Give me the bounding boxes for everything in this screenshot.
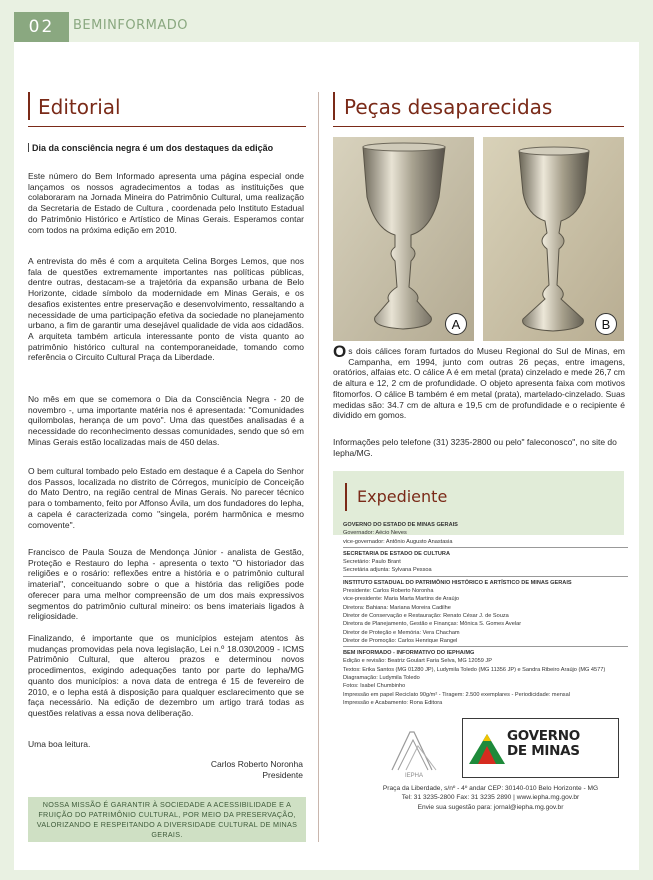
pecas-contact-info: Informações pelo telefone (31) 3235-2800 ou pelo" faleconosco", no site do Iepha/MG.: [333, 437, 617, 458]
chalice-a-photo: [333, 137, 474, 341]
drop-cap: O: [333, 342, 347, 361]
credits-line: Diretora de Planejamento, Gestão e Finanças: Mônica S. Gomes Avelar: [343, 621, 522, 628]
credits-line: Secretário: Paulo Brant: [343, 559, 401, 566]
publication-name: BEMINFORMADO: [73, 18, 189, 33]
iepha-logo: [388, 726, 440, 778]
chalice-a-image: [333, 137, 474, 341]
footer-address-block: [358, 784, 623, 812]
editorial-paragraph: A entrevista do mês é com a arquiteta Celina Borges Lemos, que nos fala de questões extremamente importantes nas políticas públicas, dentre outras, destacam-se a trajetória da expansão urbana de Belo Horizonte, cidade símbolo da modernidade em Minas Gerais, e os desafios existentes entre preservação e desenvolvimento, ressaltando a necessidade de uma participação efetiva da sociedade no planejamento urbano, a fim de garantir uma desejável qualidade de vida aos cidadãos. A arquiteta também articula interessante ponto de vista quanto ao patrimônio histórico cultural na contemporaneidade, tomando como referência o Circuito Cultural Praça da Liberdade.: [28, 256, 304, 363]
credits-line: vice-governador: Antônio Augusto Anastasia: [343, 538, 453, 545]
expediente-credits: [343, 521, 628, 707]
editorial-paragraph: Este número do Bem Informado apresenta uma página especial onde lançamos os nossos agradecimentos a todas as instituições que colaboraram na Jornada Mineira do Patrimônio Cultural, uma realização da Secretaria de Estado de Cultura , coordenada pelo Instituto Estadual do Patrimônio Histórico e Artístico de Minas Gerais. Esperamos contar com todos na próxima edição em 2010.: [28, 171, 304, 235]
credits-heading: INSTITUTO ESTADUAL DO PATRIMÔNIO HISTÓRICO E ARTÍSTICO DE MINAS GERAIS: [343, 579, 572, 586]
footer-email: Envie sua sugestão para: jornal@iepha.mg.gov.br: [417, 803, 564, 811]
top-bar: [0, 0, 653, 42]
credits-line: Governador: Aécio Neves: [343, 530, 407, 537]
footer-phones: Tel: 31 3235-2800 Fax: 31 3235 2890 | www.iepha.mg.gov.br: [401, 794, 580, 802]
credits-line: Diretor de Conservação e Restauração: Renato César J. de Souza: [343, 612, 509, 619]
credits-line: Impressão em papel Reciclato 90g/m² - Tiragem: 2.500 exemplares - Periodicidade: mensal: [343, 691, 570, 698]
editorial-paragraph: Francisco de Paula Souza de Mendonça Júnior - analista de Gestão, Proteção e Restauro do Iepha - apresenta o texto "O historiador das religiões e o rosário: reflexões entre a história e o patrimônio cultural imaterial", conceituando sobre o que a história das religiões pode oferecer para uma melhor compreensão de um dos mais expressivos segmentos do patrimônio cultural mineiro: os bens imateriais ligados à religiosidade.: [28, 547, 304, 622]
mission-box: NOSSA MISSÃO É GARANTIR À SOCIEDADE A ACESSIBILIDADE E A FRUIÇÃO DO PATRIMÔNIO CULTURAL, POR MEIO DA PRESERVAÇÃO, VALORIZANDO E RESPEITANDO A DIVERSIDADE CULTURAL DE MINAS GERAIS.: [28, 797, 306, 842]
governo-wordmark: GOVERNO DE MINAS: [507, 728, 580, 759]
editorial-paragraph: No mês em que se comemora o Dia da Consciência Negra - 20 de novembro -, uma importante matéria nos é apresentada: "Comunidades quilombolas, herança de um povo". Uma das questões analisadas é a necessidade do reconhecimento dessas comunidades, sendo que só em Minas Gerais estão localizadas mais de 450 delas.: [28, 394, 304, 447]
credits-line: Textos: Erika Santos (MG 01280 JP), Ludymila Toledo (MG 11356 JP) e Sandra Ribeiro Araújo (MG 4577): [343, 666, 606, 673]
pecas-rule: [333, 92, 335, 120]
credits-separator: [343, 646, 628, 647]
pecas-divider: [333, 126, 624, 127]
photo-label-b: B: [595, 313, 617, 335]
credits-heading: BEM INFORMADO - INFORMATIVO DO IEPHA/MG: [343, 650, 475, 657]
credits-line: Edição e revisão: Beatriz Goulart Faria Selva, MG 12059 JP: [343, 658, 492, 665]
governo-de-minas-logo: [462, 718, 619, 778]
credits-separator: [343, 547, 628, 548]
column-separator: [318, 92, 319, 842]
page-number: 02: [14, 12, 69, 42]
credits-heading: GOVERNO DO ESTADO DE MINAS GERAIS: [343, 522, 458, 528]
editorial-divider: [28, 126, 306, 127]
credits-line: Secretária adjunta: Sylvana Pessoa: [343, 567, 432, 574]
signature-name: Carlos Roberto Noronha: [210, 759, 303, 769]
expediente-rule: [345, 483, 347, 511]
expediente-title: Expediente: [357, 487, 448, 506]
signature-role: Presidente: [262, 770, 303, 780]
governo-triangle-icon: [465, 720, 509, 776]
editorial-paragraph: Finalizando, é importante que os municípios estejam atentos às mudanças promovidas pela nova legislação, Lei n.º 18.030\2009 - ICMS Patrimônio Cultural, que alterou prazos e determinou novos procedimentos, exigindo adequações tanto por parte do Iepha/MG quanto dos municípios: a nova data de entrega é 15 de fevereiro de 2010, e o Iepha está à disposição para qualquer esclarecimento que se faça necessário. Na edição de dezembro um artigo trará todas as questões relativas a essa nova deliberação.: [28, 633, 304, 718]
credits-line: Fotos: Isabel Chumbinho: [343, 683, 406, 690]
editorial-closing: Uma boa leitura.: [28, 739, 91, 749]
iepha-logo-icon: [388, 726, 440, 778]
footer-address: Praça da Liberdade, s/nº - 4º andar CEP: 30140-010 Belo Horizonte - MG: [382, 785, 599, 792]
credits-line: Diretor de Proteção e Memória: Vera Chacham: [343, 629, 460, 636]
pecas-description: Os dois cálices foram furtados do Museu Regional do Sul de Minas, em Campanha, em 1994, junto com outras 26 peças, entre imagens, oratórios, alfaias etc. O cálice A é em metal (prata) cinzelado e mede 26,7 cm de altura e 12, 2 cm de profundidade. O objeto apresenta faixa com motivos fitomorfos. O cálice B também é em metal (prata), martelado-cinzelado. Suas medidas são: 34.7 cm de altura e 19,5 cm de profundidade e o recipiente é dividido em gomos.: [333, 342, 625, 421]
editorial-heading: Editorial: [38, 95, 121, 119]
credits-line: vice-presidente: Maria Marta Martins de Araújo: [343, 596, 459, 603]
iepha-wordmark: IEPHA: [404, 773, 424, 778]
chalice-b-photo: [483, 137, 624, 341]
credits-line: Diagramação: Ludymila Toledo: [343, 675, 420, 682]
editorial-subtitle: Dia da consciência negra é um dos destaques da edição: [28, 143, 273, 153]
credits-line: Diretor de Promoção: Carlos Henrique Rangel: [343, 637, 458, 644]
credits-heading: SECRETARIA DE ESTADO DE CULTURA: [343, 550, 451, 557]
chalice-b-image: [483, 137, 624, 341]
editorial-rule: [28, 92, 30, 120]
editorial-paragraph: O bem cultural tombado pelo Estado em destaque é a Capela do Senhor dos Passos, localizada no distrito de Córregos, município de Conceição do Mato Dentro, na região central de Minas Gerais. No parecer técnico para o tombamento, feito por Affonso Ávila, um dos fundadores do Iepha, a capela é caracterizada como "singela, porém harmônica e mesmo comovente".: [28, 466, 304, 530]
credits-line: Impressão e Acabamento: Rona Editora: [343, 699, 443, 706]
credits-line: Presidente: Carlos Roberto Noronha: [343, 588, 434, 595]
pecas-heading: Peças desaparecidas: [344, 95, 553, 119]
photo-label-a: A: [445, 313, 467, 335]
credits-separator: [343, 576, 628, 577]
credits-line: Diretora: Bahiana: Mariana Moreira Cadilhe: [343, 604, 451, 611]
